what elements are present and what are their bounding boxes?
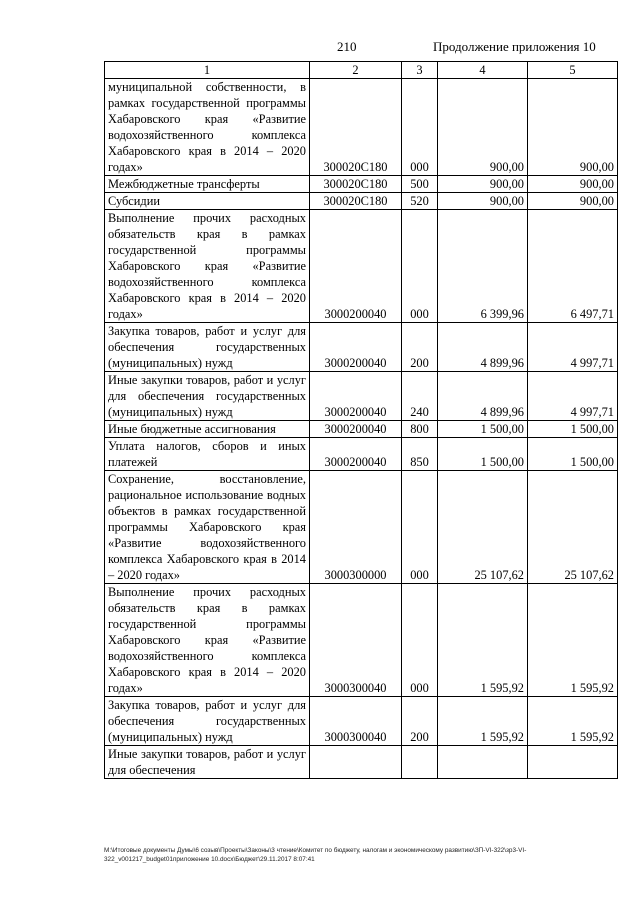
row-type: 520 xyxy=(402,193,438,210)
row-name: Субсидии xyxy=(105,193,310,210)
row-name: Иные закупки товаров, работ и услуг для обеспечения xyxy=(105,746,310,779)
row-name: Иные закупки товаров, работ и услуг для обеспечения государственных (муниципальных) нужд xyxy=(105,372,310,421)
row-value-2: 1 500,00 xyxy=(528,421,618,438)
row-type: 500 xyxy=(402,176,438,193)
row-name: Закупка товаров, работ и услуг для обеспечения государственных (муниципальных) нужд xyxy=(105,323,310,372)
row-type: 240 xyxy=(402,372,438,421)
row-type: 200 xyxy=(402,697,438,746)
row-code: 300020С180 xyxy=(310,193,402,210)
row-value-2: 900,00 xyxy=(528,193,618,210)
column-header: 3 xyxy=(402,62,438,79)
row-code: 3000200040 xyxy=(310,438,402,471)
row-value-2: 4 997,71 xyxy=(528,372,618,421)
table-row xyxy=(105,79,618,176)
column-header: 2 xyxy=(310,62,402,79)
row-value-1: 1 500,00 xyxy=(438,438,528,471)
row-value-2: 900,00 xyxy=(528,79,618,176)
row-type: 000 xyxy=(402,210,438,323)
row-value-1: 4 899,96 xyxy=(438,323,528,372)
row-code: 3000300040 xyxy=(310,697,402,746)
row-type: 000 xyxy=(402,584,438,697)
row-value-1: 1 595,92 xyxy=(438,697,528,746)
row-value-1: 4 899,96 xyxy=(438,372,528,421)
row-code: 300020С180 xyxy=(310,176,402,193)
row-value-2: 1 500,00 xyxy=(528,438,618,471)
row-value-1: 1 595,92 xyxy=(438,584,528,697)
table-row xyxy=(105,746,618,779)
table-row xyxy=(105,438,618,471)
column-header: 5 xyxy=(528,62,618,79)
table-row xyxy=(105,372,618,421)
row-value-1: 25 107,62 xyxy=(438,471,528,584)
row-value-2: 900,00 xyxy=(528,176,618,193)
table-row xyxy=(105,193,618,210)
row-code: 3000200040 xyxy=(310,210,402,323)
row-value-1 xyxy=(438,746,528,779)
table-row xyxy=(105,471,618,584)
row-type: 000 xyxy=(402,79,438,176)
row-code: 3000200040 xyxy=(310,372,402,421)
row-name: Закупка товаров, работ и услуг для обеспечения государственных (муниципальных) нужд xyxy=(105,697,310,746)
table-row xyxy=(105,323,618,372)
column-header: 4 xyxy=(438,62,528,79)
row-type: 850 xyxy=(402,438,438,471)
column-header: 1 xyxy=(105,62,310,79)
row-value-1: 900,00 xyxy=(438,176,528,193)
table-row xyxy=(105,584,618,697)
row-name: Уплата налогов, сборов и иных платежей xyxy=(105,438,310,471)
row-code xyxy=(310,746,402,779)
table-row xyxy=(105,176,618,193)
row-value-2: 4 997,71 xyxy=(528,323,618,372)
row-code: 3000200040 xyxy=(310,323,402,372)
row-type: 800 xyxy=(402,421,438,438)
table-row xyxy=(105,421,618,438)
row-name: муниципальной собственности, в рамках государственной программы Хабаровского края «Развитие водохозяйственного комплекса Хабаровского края в 2014 – 2020 годах» xyxy=(105,79,310,176)
table-row xyxy=(105,210,618,323)
row-name: Межбюджетные трансферты xyxy=(105,176,310,193)
row-type: 200 xyxy=(402,323,438,372)
row-value-1: 900,00 xyxy=(438,79,528,176)
page-number: 210 xyxy=(337,39,357,54)
row-value-2: 1 595,92 xyxy=(528,584,618,697)
row-type xyxy=(402,746,438,779)
header-row xyxy=(105,62,618,79)
row-code: 3000300000 xyxy=(310,471,402,584)
row-name: Выполнение прочих расходных обязательств края в рамках государственной программы Хабаровского края «Развитие водохозяйственного комплекса Хабаровского края в 2014 – 2020 годах» xyxy=(105,584,310,697)
row-name: Иные бюджетные ассигнования xyxy=(105,421,310,438)
row-value-1: 1 500,00 xyxy=(438,421,528,438)
row-type: 000 xyxy=(402,471,438,584)
row-name: Сохранение, восстановление, рациональное использование водных объектов в рамках государственной программы Хабаровского края «Развитие водохозяйственного комплекса Хабаровского края в 2014 – 2020 годах» xyxy=(105,471,310,584)
row-value-2: 1 595,92 xyxy=(528,697,618,746)
row-value-1: 900,00 xyxy=(438,193,528,210)
row-code: 300020С180 xyxy=(310,79,402,176)
row-value-1: 6 399,96 xyxy=(438,210,528,323)
continuation-title: Продолжение приложения 10 xyxy=(433,39,596,54)
budget-table xyxy=(104,61,618,779)
row-name: Выполнение прочих расходных обязательств края в рамках государственной программы Хабаровского края «Развитие водохозяйственного комплекса Хабаровского края в 2014 – 2020 годах» xyxy=(105,210,310,323)
row-code: 3000300040 xyxy=(310,584,402,697)
row-code: 3000200040 xyxy=(310,421,402,438)
table-row xyxy=(105,697,618,746)
row-value-2: 25 107,62 xyxy=(528,471,618,584)
file-path-footer: M:\Итоговые документы Думы\6 созыв\Проекты\Законы\3 чтение\Комитет по бюджету, налогам и экономическому развитию\ЗП-VI-322\зр3-VI-322_v001217_budget01приложение 10.docx\Бюджет\29.11.2017 8:07:41 xyxy=(104,847,527,863)
row-value-2 xyxy=(528,746,618,779)
row-value-2: 6 497,71 xyxy=(528,210,618,323)
